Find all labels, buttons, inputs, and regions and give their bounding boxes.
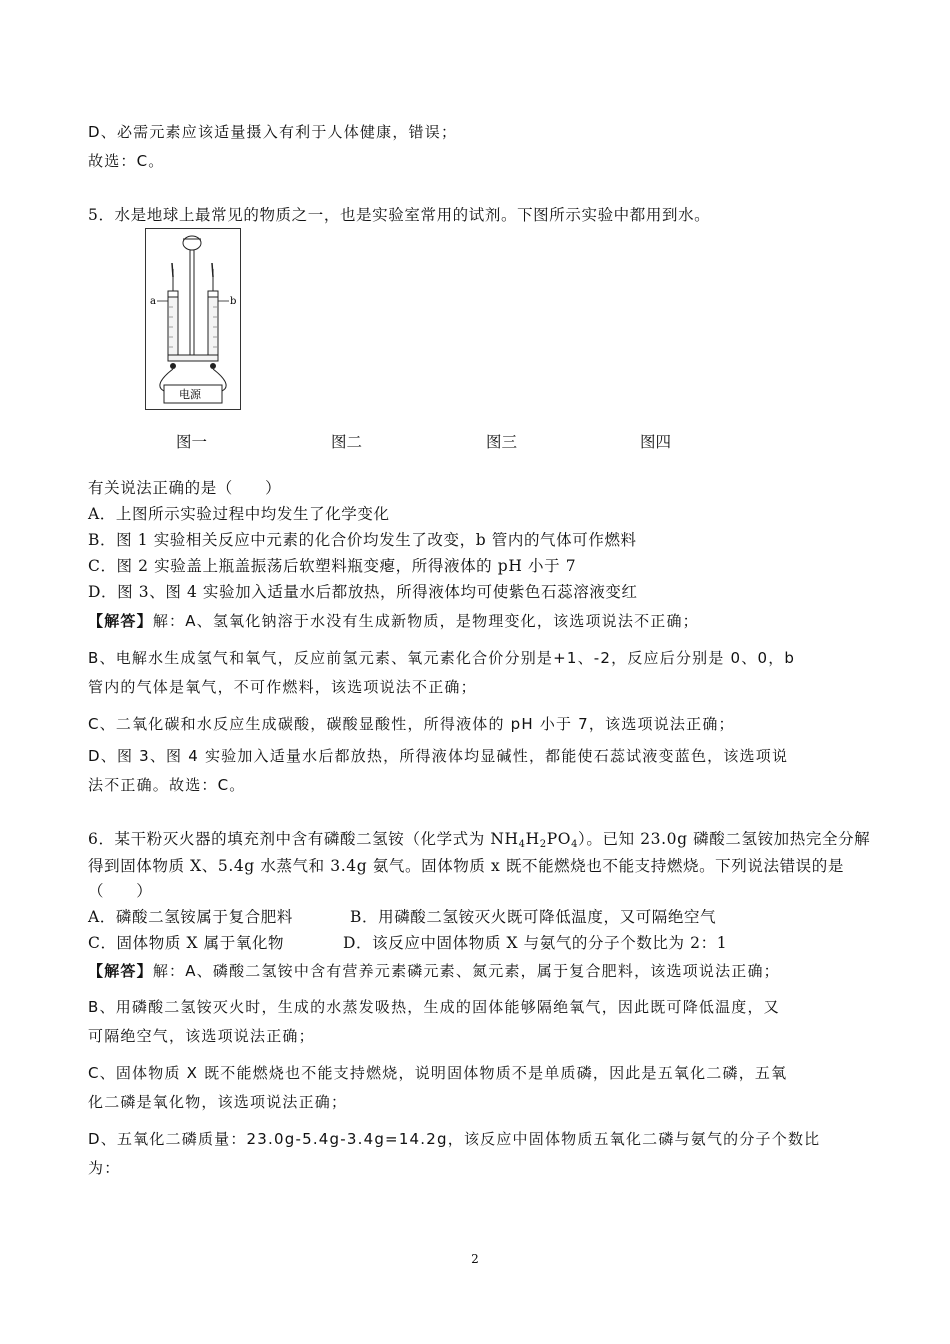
- power-label: 电源: [179, 388, 201, 401]
- answer-tag-6: 【解答】: [88, 962, 153, 980]
- q5-answer-c: C、二氧化碳和水反应生成碳酸，碳酸显酸性，所得液体的 pH 小于 7，该选项说法正确；: [88, 715, 735, 733]
- prev-answer-choice: 故选：C。: [88, 152, 165, 170]
- q5-option-d: D．图 3、图 4 实验加入适量水后都放热，所得液体均可使紫色石蕊溶液变红: [88, 583, 638, 601]
- q5-question: 有关说法正确的是（ ）: [88, 479, 282, 497]
- q6-option-a: A．磷酸二氢铵属于复合肥料: [88, 908, 293, 926]
- q6-answer-a-text: 解：A、磷酸二氢铵中含有营养元素磷元素、氮元素，属于复合肥料，该选项说法正确；: [152, 962, 780, 980]
- q5-answer-d1: D、图 3、图 4 实验加入适量水后都放热，所得液体均显碱性，都能使石蕊试液变蓝色，该选项说: [88, 747, 789, 765]
- q6-answer-d1: D、五氧化二磷质量：23.0g-5.4g-3.4g=14.2g，该反应中固体物质五氧化二磷与氨气的分子个数比: [88, 1130, 821, 1148]
- sub-4b: 4: [571, 839, 579, 850]
- fig-label-3: 图三: [486, 433, 518, 451]
- answer-tag: 【解答】: [88, 612, 153, 630]
- q5-answer-b2: 管内的气体是氧气，不可作燃料，该选项说法不正确；: [88, 678, 477, 696]
- q5-option-a: A．上图所示实验过程中均发生了化学变化: [88, 505, 390, 523]
- q6-stem-1-b: ）。已知 23.0g 磷酸二氢铵加热完全分解: [578, 830, 871, 848]
- prev-answer-d: D、必需元素应该适量摄入有利于人体健康，错误；: [88, 123, 458, 141]
- fig-label-2: 图二: [331, 433, 363, 451]
- q5-answer-b1: B、电解水生成氢气和氧气，反应前氢元素、氧元素化合价分别是+1、-2，反应后分别是 0、0，b: [88, 649, 796, 667]
- q6-answer-a: [88, 961, 780, 981]
- sub-4: 4: [518, 839, 526, 850]
- q6-answer-b2: 可隔绝空气，该选项说法正确；: [88, 1027, 315, 1045]
- q5-answer-a: [88, 611, 699, 631]
- q6-option-d: D．该反应中固体物质 X 与氨气的分子个数比为 2：1: [343, 934, 728, 952]
- q5-stem: 5．水是地球上最常见的物质之一，也是实验室常用的试剂。下图所示实验中都用到水。: [88, 206, 711, 224]
- q6-answer-d2: 为：: [88, 1159, 121, 1177]
- page-number: 2: [471, 1252, 479, 1266]
- q5-answer-a-text: 解：A、氢氧化钠溶于水没有生成新物质，是物理变化，该选项说法不正确；: [152, 612, 699, 630]
- q6-stem-h: H: [525, 830, 540, 848]
- q6-option-c: C．固体物质 X 属于氧化物: [88, 934, 285, 952]
- electrolysis-figure: [145, 228, 241, 410]
- q6-stem-3: （ ）: [88, 882, 153, 900]
- q6-stem-po: PO: [546, 830, 572, 848]
- sub-2: 2: [539, 839, 547, 850]
- q6-stem-2: 得到固体物质 X、5.4g 水蒸气和 3.4g 氨气。固体物质 x 既不能燃烧也不能支持燃烧。下列说法错误的是: [88, 857, 844, 875]
- q6-answer-c1: C、固体物质 X 既不能燃烧也不能支持燃烧，说明固体物质不是单质磷，因此是五氧化二磷，五氧: [88, 1064, 788, 1082]
- fig-label-4: 图四: [640, 433, 672, 451]
- tube-b-label: b: [230, 296, 237, 307]
- q6-option-b: B．用磷酸二氢铵灭火既可降低温度，又可隔绝空气: [350, 908, 717, 926]
- q6-stem-1-a: 6．某干粉灭火器的填充剂中含有磷酸二氢铵（化学式为 NH: [88, 830, 519, 848]
- q5-answer-d2: 法不正确。故选：C。: [88, 776, 246, 794]
- electrolysis-apparatus-icon: [146, 229, 240, 409]
- tube-a-label: a: [150, 296, 156, 307]
- q5-option-b: B．图 1 实验相关反应中元素的化合价均发生了改变，b 管内的气体可作燃料: [88, 531, 637, 549]
- q6-stem-1: [88, 829, 870, 855]
- q6-answer-c2: 化二磷是氧化物，该选项说法正确；: [88, 1093, 348, 1111]
- q6-answer-b1: B、用磷酸二氢铵灭火时，生成的水蒸发吸热，生成的固体能够隔绝氧气，因此既可降低温度，又: [88, 998, 780, 1016]
- fig-label-1: 图一: [176, 433, 208, 451]
- q5-option-c: C．图 2 实验盖上瓶盖振荡后软塑料瓶变瘪，所得液体的 pH 小于 7: [88, 557, 577, 575]
